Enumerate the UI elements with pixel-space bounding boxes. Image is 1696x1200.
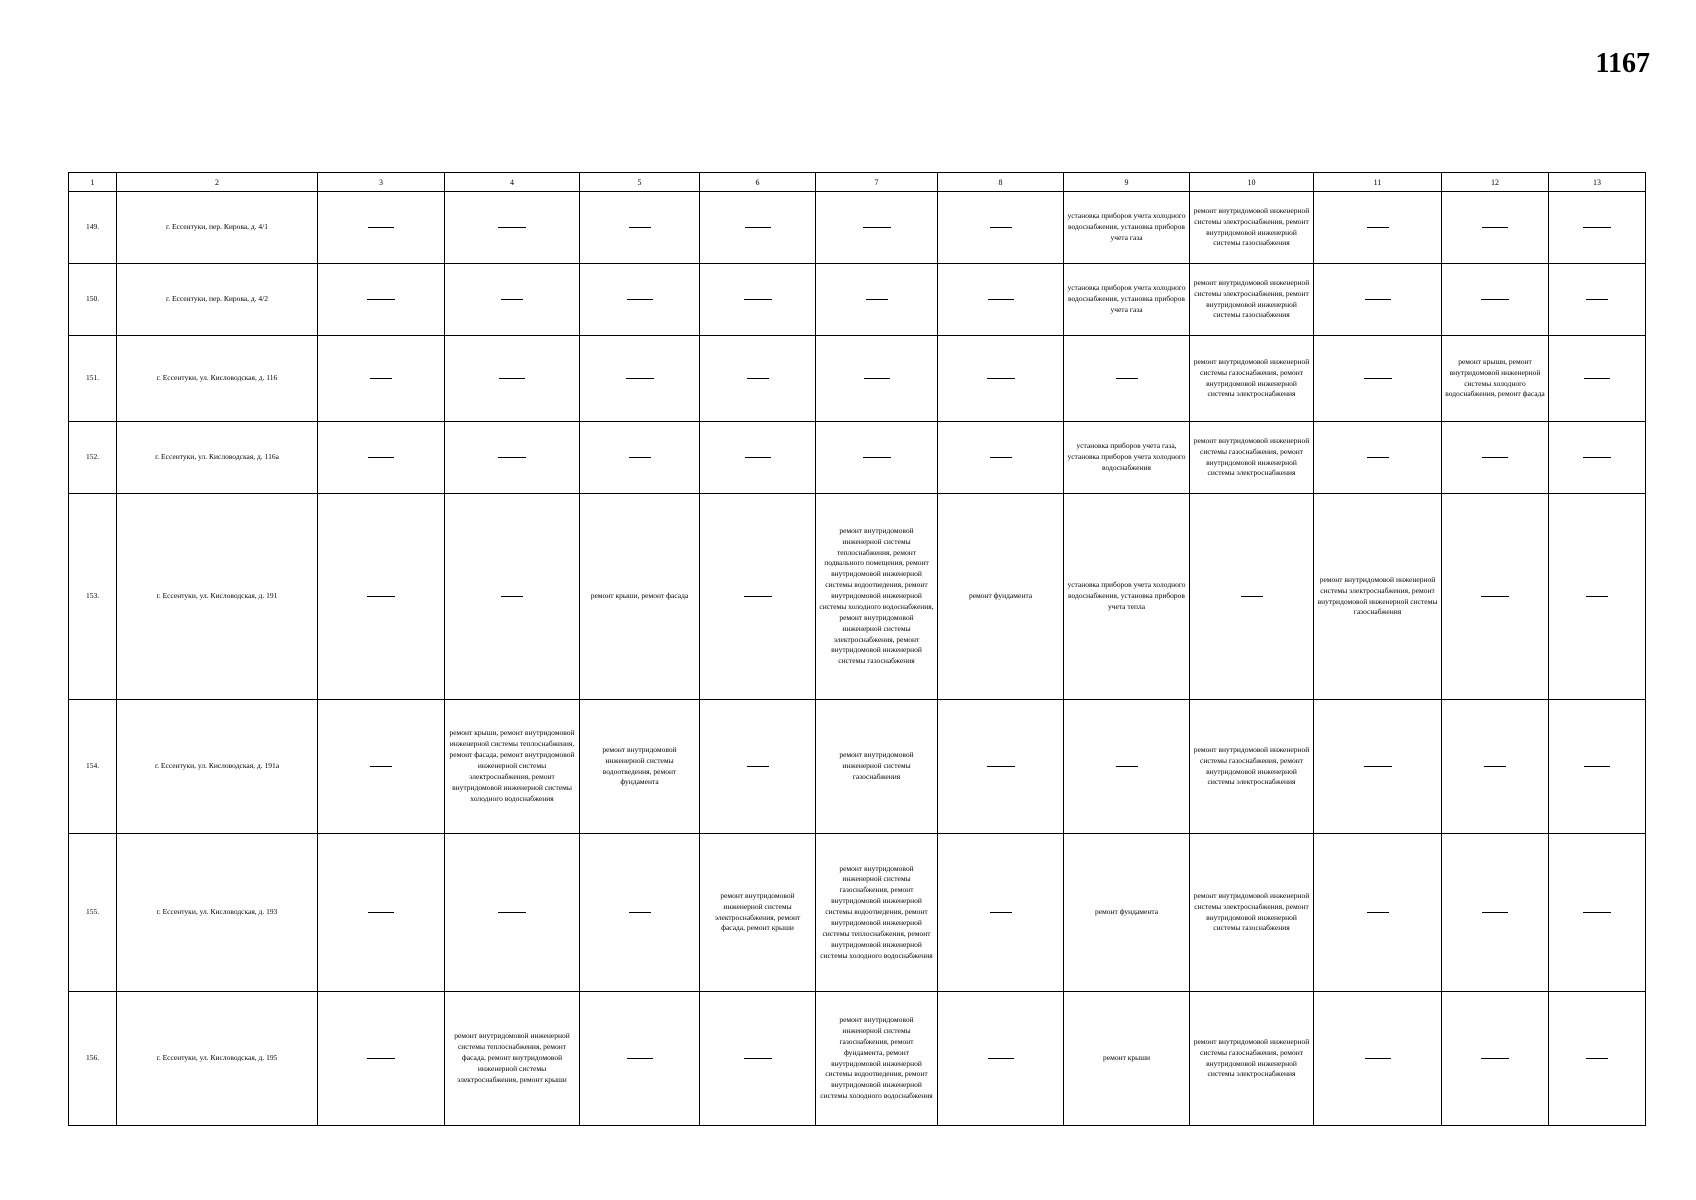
empty-cell: [1549, 700, 1646, 834]
column-header: 12: [1442, 173, 1549, 192]
empty-cell: [580, 992, 700, 1126]
dash-mark: [370, 378, 392, 379]
dash-mark: [1482, 227, 1508, 228]
empty-cell: [1549, 192, 1646, 264]
row-number: 155.: [69, 834, 117, 992]
dash-mark: [1116, 766, 1138, 767]
work-type-text: ремонт внутридомовой инженерной системы водоотведения, ремонт фундамента: [602, 744, 677, 787]
dash-mark: [866, 299, 888, 300]
empty-cell: [1442, 834, 1549, 992]
work-type-text: ремонт внутридомовой инженерной системы электроснабжения, ремонт фасада, ремонт крыши: [714, 890, 801, 933]
empty-cell: [1549, 336, 1646, 422]
column-header: 7: [816, 173, 938, 192]
work-type-text: ремонт внутридомовой инженерной системы электроснабжения, ремонт внутридомовой инженерной системы газоснабжения: [1193, 205, 1310, 248]
work-type-text: установка приборов учета холодного водоснабжения, установка приборов учета газа: [1067, 283, 1186, 314]
work-type-cell: [1190, 834, 1314, 992]
table-row: [69, 700, 1646, 834]
dash-mark: [1482, 912, 1508, 913]
dash-mark: [498, 227, 526, 228]
empty-cell: [580, 834, 700, 992]
dash-mark: [863, 227, 891, 228]
empty-cell: [318, 192, 445, 264]
row-number: 153.: [69, 494, 117, 700]
table-row: [69, 422, 1646, 494]
page-number: 1167: [1595, 48, 1650, 79]
work-type-cell: [1064, 192, 1190, 264]
work-type-cell: [580, 494, 700, 700]
column-header: 2: [117, 173, 318, 192]
column-header: 13: [1549, 173, 1646, 192]
dash-mark: [744, 299, 772, 300]
dash-mark: [368, 457, 394, 458]
dash-mark: [744, 596, 772, 597]
dash-mark: [1586, 1058, 1608, 1059]
empty-cell: [1442, 494, 1549, 700]
dash-mark: [1481, 299, 1509, 300]
empty-cell: [580, 264, 700, 336]
row-address: г. Ессентуки, ул. Кисловодская, д. 191а: [117, 700, 318, 834]
dash-mark: [988, 299, 1014, 300]
table-row: [69, 192, 1646, 264]
empty-cell: [1190, 494, 1314, 700]
dash-mark: [1367, 912, 1389, 913]
row-address: г. Ессентуки, ул. Кисловодская, д. 116а: [117, 422, 318, 494]
empty-cell: [1549, 834, 1646, 992]
table-row: [69, 494, 1646, 700]
work-type-text: ремонт внутридомовой инженерной системы электроснабжения, ремонт внутридомовой инженерной системы газоснабжения: [1193, 277, 1310, 320]
work-type-text: ремонт внутридомовой инженерной системы газоснабжения, ремонт внутридомовой инженерной системы электроснабжения: [1193, 744, 1310, 787]
table-row: [69, 992, 1646, 1126]
work-type-text: ремонт внутридомовой инженерной системы газоснабжения, ремонт внутридомовой инженерной системы водоотведения, ремонт внутридомовой инженерной системы теплоснабжения, ремонт внутридомовой инженерной системы холодного водоснабжения: [820, 863, 933, 960]
dash-mark: [629, 457, 651, 458]
dash-mark: [1584, 378, 1610, 379]
dash-mark: [629, 912, 651, 913]
empty-cell: [1442, 700, 1549, 834]
empty-cell: [318, 992, 445, 1126]
work-type-cell: [1190, 992, 1314, 1126]
work-type-cell: [1064, 494, 1190, 700]
dash-mark: [1365, 1058, 1391, 1059]
work-type-text: ремонт внутридомовой инженерной системы газоснабжения, ремонт внутридомовой инженерной системы электроснабжения: [1193, 356, 1310, 399]
dash-mark: [987, 378, 1015, 379]
work-type-cell: [816, 834, 938, 992]
empty-cell: [938, 422, 1064, 494]
row-address: г. Ессентуки, пер. Кирова, д. 4/2: [117, 264, 318, 336]
dash-mark: [747, 766, 769, 767]
work-type-text: ремонт внутридомовой инженерной системы газоснабжения: [839, 750, 914, 781]
empty-cell: [318, 494, 445, 700]
dash-mark: [501, 299, 523, 300]
dash-mark: [1365, 299, 1391, 300]
column-header: 4: [445, 173, 580, 192]
dash-mark: [1583, 912, 1611, 913]
table-row: [69, 834, 1646, 992]
dash-mark: [1586, 299, 1608, 300]
dash-mark: [627, 1058, 653, 1059]
dash-mark: [1482, 457, 1508, 458]
work-type-cell: [816, 992, 938, 1126]
table-row: [69, 264, 1646, 336]
column-header: 10: [1190, 173, 1314, 192]
empty-cell: [1064, 700, 1190, 834]
empty-cell: [1314, 336, 1442, 422]
dash-mark: [370, 766, 392, 767]
empty-cell: [1549, 992, 1646, 1126]
dash-mark: [1367, 227, 1389, 228]
row-address: г. Ессентуки, ул. Кисловодская, д. 195: [117, 992, 318, 1126]
dash-mark: [367, 299, 395, 300]
empty-cell: [700, 422, 816, 494]
dash-mark: [990, 227, 1012, 228]
dash-mark: [499, 378, 525, 379]
work-type-cell: [1190, 192, 1314, 264]
work-type-text: установка приборов учета холодного водоснабжения, установка приборов учета газа: [1067, 211, 1186, 242]
empty-cell: [1442, 192, 1549, 264]
dash-mark: [1364, 766, 1392, 767]
row-number: 154.: [69, 700, 117, 834]
column-header: 5: [580, 173, 700, 192]
dash-mark: [744, 1058, 772, 1059]
empty-cell: [816, 422, 938, 494]
work-type-text: ремонт внутридомовой инженерной системы газоснабжения, ремонт внутридомовой инженерной системы электроснабжения: [1193, 1036, 1310, 1079]
dash-mark: [987, 766, 1015, 767]
dash-mark: [368, 227, 394, 228]
work-type-cell: [1442, 336, 1549, 422]
dash-mark: [990, 457, 1012, 458]
dash-mark: [1367, 457, 1389, 458]
work-type-text: ремонт внутридомовой инженерной системы газоснабжения, ремонт внутридомовой инженерной системы электроснабжения: [1193, 435, 1310, 478]
dash-mark: [990, 912, 1012, 913]
work-type-text: ремонт фундамента: [968, 591, 1033, 601]
work-type-text: ремонт внутридомовой инженерной системы теплоснабжения, ремонт подвального помещения, ремонт внутридомовой инженерной системы водоотведения, ремонт внутридомовой инженерной системы холодного водоснабжения, ремонт внутридомовой инженерной системы электроснабжения, ремонт внутридомовой инженерной системы газоснабжения: [819, 525, 934, 666]
empty-cell: [445, 336, 580, 422]
dash-mark: [498, 912, 526, 913]
empty-cell: [445, 192, 580, 264]
empty-cell: [1442, 422, 1549, 494]
empty-cell: [816, 264, 938, 336]
empty-cell: [1549, 422, 1646, 494]
dash-mark: [864, 378, 890, 379]
empty-cell: [1314, 422, 1442, 494]
row-address: г. Ессентуки, пер. Кирова, д. 4/1: [117, 192, 318, 264]
work-type-text: ремонт внутридомовой инженерной системы газоснабжения, ремонт фундамента, ремонт внутридомовой инженерной системы водоотведения, ремонт внутридомовой инженерной системы холодного водоснабжения: [820, 1015, 933, 1101]
dash-mark: [988, 1058, 1014, 1059]
row-number: 152.: [69, 422, 117, 494]
empty-cell: [580, 192, 700, 264]
row-number: 151.: [69, 336, 117, 422]
empty-cell: [445, 422, 580, 494]
empty-cell: [318, 264, 445, 336]
work-type-text: ремонт фундамента: [1094, 907, 1159, 917]
dash-mark: [1364, 378, 1392, 379]
column-header: 6: [700, 173, 816, 192]
work-type-cell: [1064, 422, 1190, 494]
work-type-cell: [816, 494, 938, 700]
empty-cell: [580, 422, 700, 494]
dash-mark: [745, 457, 771, 458]
empty-cell: [1314, 700, 1442, 834]
empty-cell: [1549, 494, 1646, 700]
empty-cell: [1442, 992, 1549, 1126]
work-type-text: ремонт крыши, ремонт внутридомовой инженерной системы холодного водоснабжения, ремонт фасада: [1445, 356, 1545, 399]
empty-cell: [1064, 336, 1190, 422]
empty-cell: [816, 192, 938, 264]
work-type-cell: [1190, 700, 1314, 834]
dash-mark: [629, 227, 651, 228]
work-type-text: ремонт внутридомовой инженерной системы электроснабжения, ремонт внутридомовой инженерной системы газоснабжения: [1317, 574, 1438, 617]
empty-cell: [1314, 192, 1442, 264]
dash-mark: [863, 457, 891, 458]
empty-cell: [445, 264, 580, 336]
empty-cell: [318, 336, 445, 422]
empty-cell: [445, 494, 580, 700]
work-type-cell: [816, 700, 938, 834]
work-type-cell: [1190, 336, 1314, 422]
dash-mark: [367, 596, 395, 597]
empty-cell: [1549, 264, 1646, 336]
work-type-cell: [1190, 422, 1314, 494]
dash-mark: [1584, 766, 1610, 767]
row-number: 149.: [69, 192, 117, 264]
empty-cell: [1442, 264, 1549, 336]
empty-cell: [1314, 834, 1442, 992]
column-header: 11: [1314, 173, 1442, 192]
registry-body: [69, 192, 1646, 1126]
empty-cell: [938, 264, 1064, 336]
row-address: г. Ессентуки, ул. Кисловодская, д. 116: [117, 336, 318, 422]
row-address: г. Ессентуки, ул. Кисловодская, д. 193: [117, 834, 318, 992]
work-type-cell: [1314, 494, 1442, 700]
dash-mark: [1116, 378, 1138, 379]
dash-mark: [627, 299, 653, 300]
dash-mark: [1481, 596, 1509, 597]
column-header: 1: [69, 173, 117, 192]
work-type-cell: [580, 700, 700, 834]
work-type-text: установка приборов учета газа, установка приборов учета холодного водоснабжения: [1067, 441, 1186, 472]
work-type-text: ремонт внутридомовой инженерной системы теплоснабжения, ремонт фасада, ремонт внутридомовой инженерной системы электроснабжения, ремонт крыши: [454, 1031, 570, 1084]
row-address: г. Ессентуки, ул. Кисловодская, д. 191: [117, 494, 318, 700]
empty-cell: [700, 264, 816, 336]
work-type-cell: [1064, 264, 1190, 336]
empty-cell: [816, 336, 938, 422]
empty-cell: [445, 834, 580, 992]
work-type-cell: [700, 834, 816, 992]
work-type-text: ремонт внутридомовой инженерной системы электроснабжения, ремонт внутридомовой инженерной системы газоснабжения: [1193, 890, 1310, 933]
column-number-header-row: [69, 173, 1646, 192]
repair-registry-table: [68, 172, 1646, 1126]
dash-mark: [498, 457, 526, 458]
table-row: [69, 336, 1646, 422]
dash-mark: [1586, 596, 1608, 597]
dash-mark: [1241, 596, 1263, 597]
empty-cell: [938, 992, 1064, 1126]
work-type-text: ремонт крыши, ремонт внутридомовой инженерной системы теплоснабжения, ремонт фасада, ремонт внутридомовой инженерной системы электроснабжения, ремонт внутридомовой инженерной системы холодного водоснабжения: [449, 728, 575, 803]
column-header: 3: [318, 173, 445, 192]
row-number: 156.: [69, 992, 117, 1126]
dash-mark: [747, 378, 769, 379]
work-type-text: ремонт крыши, ремонт фасада: [590, 591, 689, 601]
empty-cell: [700, 494, 816, 700]
dash-mark: [501, 596, 523, 597]
dash-mark: [1583, 457, 1611, 458]
column-header: 9: [1064, 173, 1190, 192]
dash-mark: [626, 378, 654, 379]
dash-mark: [745, 227, 771, 228]
column-header: 8: [938, 173, 1064, 192]
work-type-cell: [938, 494, 1064, 700]
empty-cell: [1314, 264, 1442, 336]
dash-mark: [1481, 1058, 1509, 1059]
empty-cell: [938, 700, 1064, 834]
empty-cell: [318, 700, 445, 834]
empty-cell: [318, 834, 445, 992]
empty-cell: [700, 192, 816, 264]
empty-cell: [700, 992, 816, 1126]
dash-mark: [1484, 766, 1506, 767]
empty-cell: [580, 336, 700, 422]
dash-mark: [367, 1058, 395, 1059]
empty-cell: [938, 192, 1064, 264]
work-type-cell: [1064, 992, 1190, 1126]
dash-mark: [368, 912, 394, 913]
empty-cell: [318, 422, 445, 494]
work-type-text: ремонт крыши: [1103, 1053, 1150, 1063]
work-type-cell: [445, 992, 580, 1126]
work-type-text: установка приборов учета холодного водоснабжения, установка приборов учета тепла: [1067, 580, 1186, 611]
empty-cell: [700, 336, 816, 422]
work-type-cell: [1064, 834, 1190, 992]
empty-cell: [938, 834, 1064, 992]
work-type-cell: [1190, 264, 1314, 336]
empty-cell: [1314, 992, 1442, 1126]
work-type-cell: [445, 700, 580, 834]
dash-mark: [1583, 227, 1611, 228]
empty-cell: [938, 336, 1064, 422]
row-number: 150.: [69, 264, 117, 336]
empty-cell: [700, 700, 816, 834]
